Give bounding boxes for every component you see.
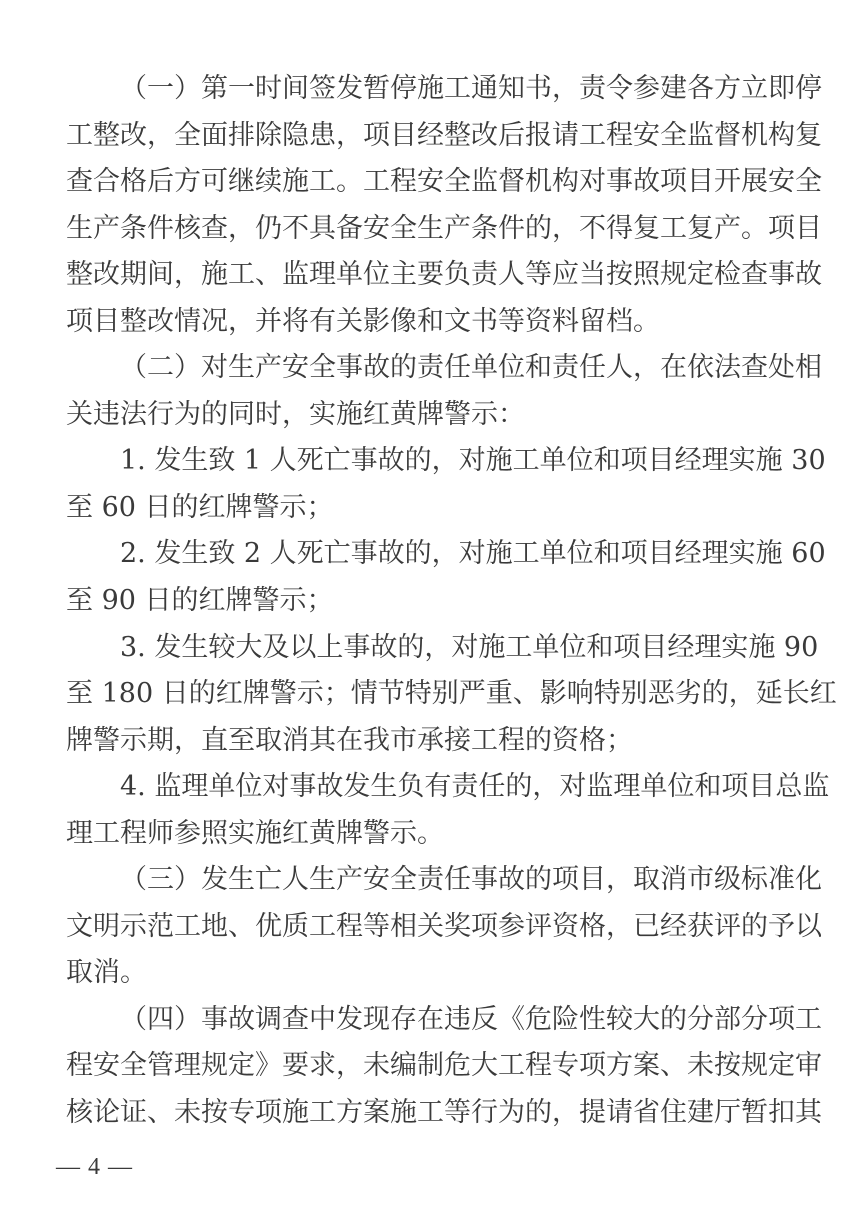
text-line-8: 关违法行为的同时，实施红黄牌警示： xyxy=(66,399,525,430)
page-number: — 4 — xyxy=(56,1154,133,1180)
text-line-15: 牌警示期，直至取消其在我市承接工程的资格； xyxy=(66,725,633,756)
text-line-17: 理工程师参照实施红黄牌警示。 xyxy=(66,818,444,849)
text-line-4: 生产条件核查，仍不具备安全生产条件的，不得复工复产。项目 xyxy=(66,213,822,244)
text-line-23: 核论证、未按专项施工方案施工等行为的，提请省住建厅暂扣其 xyxy=(66,1097,822,1128)
text-line-7: （二）对生产安全事故的责任单位和责任人，在依法查处相 xyxy=(120,352,822,383)
text-line-9: 1. 发生致 1 人死亡事故的，对施工单位和项目经理实施 30 xyxy=(120,445,826,476)
text-line-1: （一）第一时间签发暂停施工通知书，责令参建各方立即停 xyxy=(120,73,822,104)
text-line-22: 程安全管理规定》要求，未编制危大工程专项方案、未按规定审 xyxy=(66,1050,822,1081)
text-line-10: 至 60 日的红牌警示； xyxy=(66,492,334,523)
text-line-21: （四）事故调查中发现存在违反《危险性较大的分部分项工 xyxy=(120,1004,822,1035)
text-line-20: 取消。 xyxy=(66,957,147,988)
text-line-19: 文明示范工地、优质工程等相关奖项参评资格，已经获评的予以 xyxy=(66,911,822,942)
text-line-2: 工整改，全面排除隐患，项目经整改后报请工程安全监督机构复 xyxy=(66,120,822,151)
text-line-16: 4. 监理单位对事故发生负有责任的，对监理单位和项目总监 xyxy=(120,771,830,802)
text-line-6: 项目整改情况，并将有关影像和文书等资料留档。 xyxy=(66,306,660,337)
text-line-3: 查合格后方可继续施工。工程安全监督机构对事故项目开展安全 xyxy=(66,166,822,197)
text-line-12: 至 90 日的红牌警示； xyxy=(66,585,334,616)
text-line-18: （三）发生亡人生产安全责任事故的项目，取消市级标准化 xyxy=(120,864,822,895)
text-line-13: 3. 发生较大及以上事故的，对施工单位和项目经理实施 90 xyxy=(120,632,819,663)
text-line-5: 整改期间，施工、监理单位主要负责人等应当按照规定检查事故 xyxy=(66,259,822,290)
text-line-14: 至 180 日的红牌警示；情节特别严重、影响特别恶劣的，延长红 xyxy=(66,678,837,709)
text-line-11: 2. 发生致 2 人死亡事故的，对施工单位和项目经理实施 60 xyxy=(120,538,826,569)
